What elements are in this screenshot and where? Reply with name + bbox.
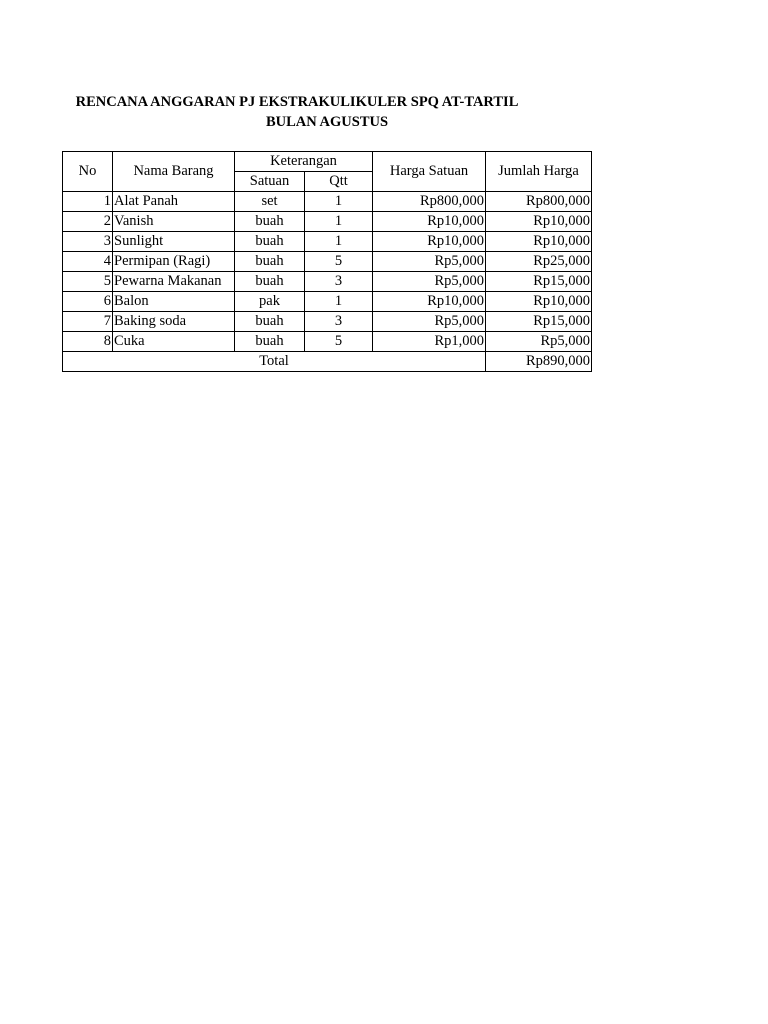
cell-qtt: 1 [305,292,373,312]
cell-no: 3 [63,232,113,252]
cell-satuan: buah [235,312,305,332]
table-row [63,312,592,332]
cell-no: 2 [63,212,113,232]
cell-qtt: 3 [305,272,373,292]
table-row [63,192,592,212]
cell-harga-satuan: Rp10,000 [373,212,486,232]
header-qtt: Qtt [305,172,373,192]
header-nama-barang: Nama Barang [113,152,235,192]
cell-satuan: set [235,192,305,212]
cell-qtt: 1 [305,232,373,252]
cell-nama: Vanish [113,212,235,232]
title-main: RENCANA ANGGARAN PJ EKSTRAKULIKULER SPQ AT-TARTIL [75,94,519,110]
cell-no: 1 [63,192,113,212]
document-title [62,92,592,132]
cell-jumlah-harga: Rp10,000 [486,232,592,252]
cell-jumlah-harga: Rp5,000 [486,332,592,352]
cell-no: 5 [63,272,113,292]
cell-harga-satuan: Rp5,000 [373,312,486,332]
cell-nama: Baking soda [113,312,235,332]
cell-nama: Cuka [113,332,235,352]
header-jumlah-harga: Jumlah Harga [486,152,592,192]
cell-qtt: 1 [305,192,373,212]
cell-nama: Pewarna Makanan [113,272,235,292]
cell-no: 8 [63,332,113,352]
cell-qtt: 5 [305,332,373,352]
table-row [63,232,592,252]
cell-no: 7 [63,312,113,332]
cell-nama: Sunlight [113,232,235,252]
cell-harga-satuan: Rp1,000 [373,332,486,352]
cell-satuan: buah [235,332,305,352]
total-label: Total [63,352,486,372]
total-row [63,352,592,372]
header-harga-satuan: Harga Satuan [373,152,486,192]
cell-nama: Alat Panah [113,192,235,212]
cell-harga-satuan: Rp5,000 [373,272,486,292]
cell-jumlah-harga: Rp800,000 [486,192,592,212]
header-keterangan: Keterangan [235,152,373,172]
table-row [63,272,592,292]
cell-harga-satuan: Rp10,000 [373,292,486,312]
cell-satuan: buah [235,252,305,272]
cell-nama: Balon [113,292,235,312]
cell-nama: Permipan (Ragi) [113,252,235,272]
cell-qtt: 5 [305,252,373,272]
title-month: BULAN AGUSTUS [265,114,389,130]
cell-harga-satuan: Rp5,000 [373,252,486,272]
total-value: Rp890,000 [486,352,592,372]
header-row [63,152,592,172]
table-row [63,252,592,272]
cell-jumlah-harga: Rp10,000 [486,292,592,312]
header-satuan: Satuan [235,172,305,192]
cell-satuan: buah [235,272,305,292]
cell-qtt: 1 [305,212,373,232]
cell-satuan: pak [235,292,305,312]
cell-no: 4 [63,252,113,272]
table-row [63,332,592,352]
cell-jumlah-harga: Rp10,000 [486,212,592,232]
cell-qtt: 3 [305,312,373,332]
cell-satuan: buah [235,212,305,232]
cell-satuan: buah [235,232,305,252]
table-row [63,212,592,232]
budget-table [62,151,592,372]
cell-jumlah-harga: Rp15,000 [486,312,592,332]
header-no: No [63,152,113,192]
cell-jumlah-harga: Rp15,000 [486,272,592,292]
cell-harga-satuan: Rp10,000 [373,232,486,252]
cell-harga-satuan: Rp800,000 [373,192,486,212]
table-row [63,292,592,312]
cell-jumlah-harga: Rp25,000 [486,252,592,272]
cell-no: 6 [63,292,113,312]
